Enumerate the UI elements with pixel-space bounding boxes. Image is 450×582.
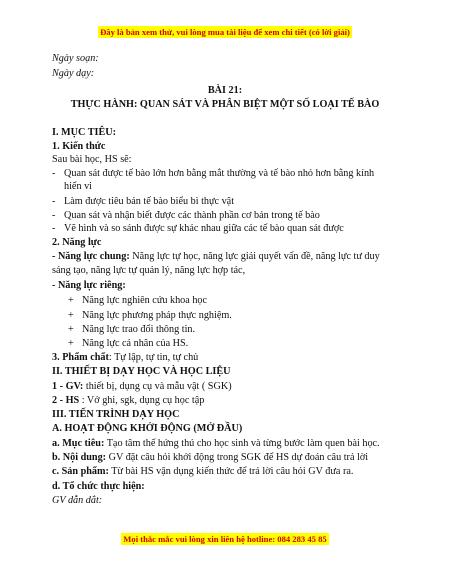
gv-label: 1 - GV:: [52, 381, 84, 392]
list-item: Làm được tiêu bản tế bào biểu bì thực vật: [64, 196, 235, 207]
list-item: Quan sát được tế bào lớn hơn bằng mắt thường và tế bào nhỏ hơn bằng kính: [64, 168, 375, 179]
gv-text: thiết bị, dụng cụ và mẫu vật ( SGK): [83, 381, 232, 392]
gv-equipment: [52, 380, 232, 393]
san-pham-label: c. Sản phẩm:: [52, 466, 109, 477]
san-pham-text: Từ bài HS vận dụng kiến thức để trả lời câu hỏi GV đưa ra.: [108, 466, 354, 477]
list-dash: -: [52, 223, 56, 234]
list-item: Năng lực phương pháp thực nghiệm.: [82, 310, 232, 321]
list-item: Năng lực cá nhân của HS.: [82, 338, 189, 349]
list-item: Năng lực nghiên cứu khoa học: [82, 295, 208, 306]
hs-text: : Vở ghi, sgk, dụng cụ học tập: [79, 395, 205, 406]
nang-luc-chung-continuation: sáng tạo, năng lực tự quản lý, năng lực hợp tác,: [52, 265, 246, 276]
pham-chat: [52, 351, 198, 364]
hs-label: 2 - HS: [52, 395, 80, 406]
pham-chat-label: 3. Phẩm chất: [52, 352, 109, 363]
section-2-heading: II. THIẾT BỊ DẠY HỌC VÀ HỌC LIỆU: [52, 366, 231, 377]
noi-dung: [52, 451, 368, 464]
nang-luc-chung-label: - Năng lực chung:: [52, 251, 130, 262]
to-chuc-heading: d. Tổ chức thực hiện:: [52, 481, 145, 492]
gv-dan-dat: GV dẫn dắt:: [52, 495, 103, 506]
list-item: Vẽ hình và so sánh được sự khác nhau giữa các tế bào quan sát được: [64, 223, 344, 234]
list-plus: +: [68, 324, 74, 335]
nang-luc-rieng-label: - Năng lực riêng:: [52, 280, 126, 291]
list-item-continuation: hiển vi: [64, 181, 93, 192]
hotline-banner: [0, 534, 450, 544]
section-1-heading: I. MỤC TIÊU:: [52, 127, 117, 138]
preview-banner: [0, 27, 450, 37]
kien-thuc-heading: 1. Kiến thức: [52, 141, 106, 152]
hs-equipment: [52, 394, 204, 407]
list-plus: +: [68, 338, 74, 349]
kien-thuc-intro: Sau bài học, HS sẽ:: [52, 154, 132, 165]
list-dash: -: [52, 168, 56, 179]
nang-luc-chung: [52, 250, 380, 263]
list-dash: -: [52, 210, 56, 221]
nang-luc-heading: 2. Năng lực: [52, 237, 102, 248]
muc-tieu-label: a. Mục tiêu:: [52, 438, 105, 449]
list-item: Năng lực trao đổi thông tin.: [82, 324, 196, 335]
muc-tieu: [52, 437, 380, 450]
ngay-day: Ngày dạy:: [52, 68, 95, 79]
hoat-dong-khoi-dong-heading: A. HOẠT ĐỘNG KHỞI ĐỘNG (MỞ ĐẦU): [52, 423, 243, 434]
nang-luc-chung-text: Năng lực tự học, năng lực giải quyết vấn đề, năng lực tư duy: [129, 251, 380, 262]
pham-chat-text: : Tự lập, tự tin, tự chủ: [108, 352, 199, 363]
noi-dung-text: GV đặt câu hỏi khởi động trong SGK để HS dự đoán câu trả lời: [106, 452, 369, 463]
lesson-title: THỰC HÀNH: QUAN SÁT VÀ PHÂN BIỆT MỘT SỐ LOẠI TẾ BÀO: [70, 99, 380, 110]
section-3-heading: III. TIẾN TRÌNH DẠY HỌC: [52, 409, 180, 420]
san-pham: [52, 465, 353, 478]
list-plus: +: [68, 310, 74, 321]
ngay-soan: Ngày soạn:: [52, 53, 99, 64]
muc-tieu-text: Tạo tâm thế hứng thú cho học sinh và từng bước làm quen bài học.: [104, 438, 380, 449]
list-item: Quan sát và nhận biết được các thành phần cơ bản trong tế bào: [64, 210, 320, 221]
preview-banner-text: Đây là bản xem thử, vui lòng mua tài liệu để xem chi tiết (có lời giải): [100, 27, 350, 37]
noi-dung-label: b. Nội dung:: [52, 452, 107, 463]
list-plus: +: [68, 295, 74, 306]
lesson-number: BÀI 21:: [207, 85, 243, 96]
hotline-banner-text: Mọi thắc mắc vui lòng xin liên hệ hotline: 084 283 45 85: [123, 534, 327, 544]
list-dash: -: [52, 196, 56, 207]
